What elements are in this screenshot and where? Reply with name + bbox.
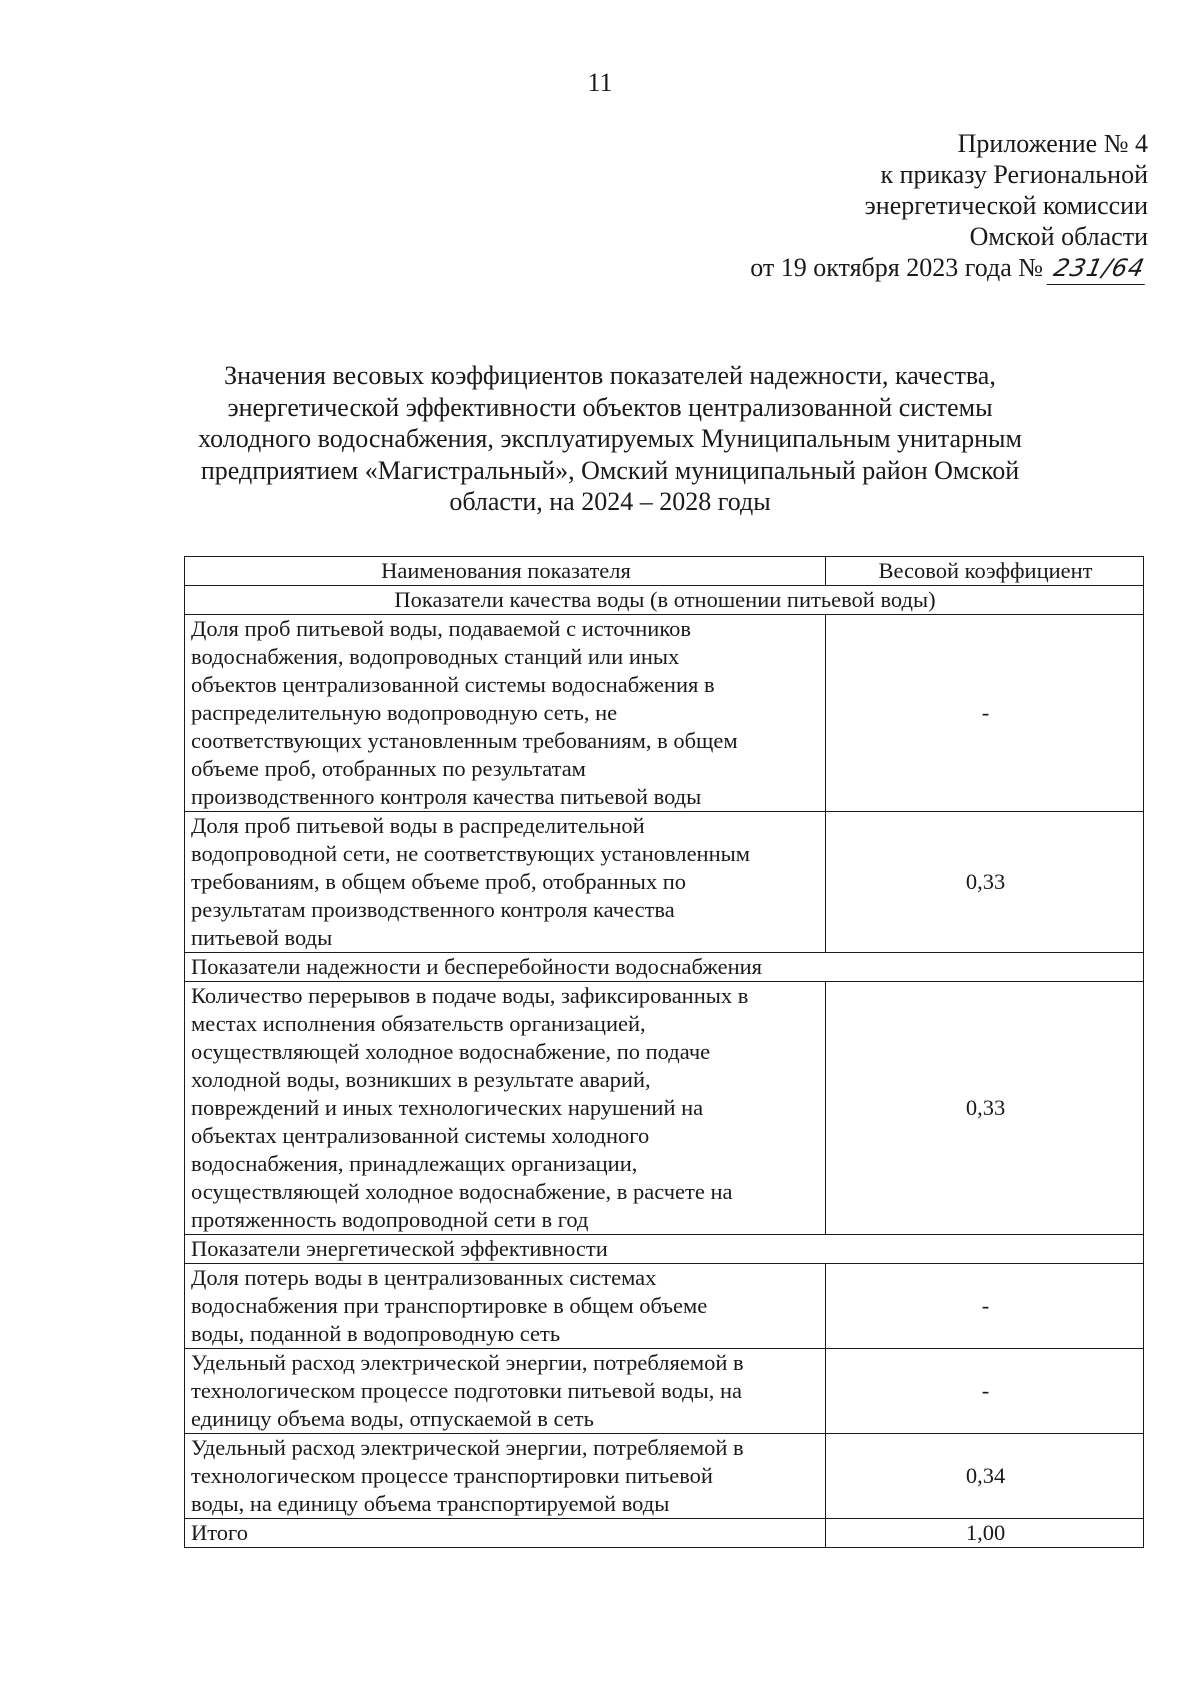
table-row <box>185 812 1144 953</box>
indicator-name-cell <box>185 812 826 953</box>
appendix-order-ref: к приказу Региональной <box>880 160 1148 189</box>
cell-line: требованиям, в общем объеме проб, отобранных по <box>191 869 687 894</box>
cell-line: объектов централизованной системы водоснабжения в <box>191 672 715 697</box>
appendix-region: Омской области <box>969 222 1148 251</box>
appendix-commission: энергетической комиссии <box>864 191 1148 220</box>
section-energy-efficiency: Показатели энергетической эффективности <box>185 1235 1144 1264</box>
header-indicator-name: Наименования показателя <box>185 557 826 586</box>
cell-line: Доля потерь воды в централизованных системах <box>191 1265 657 1290</box>
total-label: Итого <box>185 1519 826 1548</box>
cell-line: водоснабжения, водопроводных станций или иных <box>191 644 680 669</box>
total-row <box>185 1519 1144 1548</box>
table-row <box>185 1434 1144 1519</box>
weight-cell: 0,33 <box>826 982 1144 1235</box>
indicator-name-cell <box>185 982 826 1235</box>
cell-line: осуществляющей холодное водоснабжение, в расчете на <box>191 1179 733 1204</box>
weight-cell: - <box>826 1264 1144 1349</box>
appendix-date: от 19 октября 2023 года № <box>750 253 1044 282</box>
title-line: Значения весовых коэффициентов показателей надежности, качества, <box>224 361 996 390</box>
cell-line: Удельный расход электрической энергии, потребляемой в <box>191 1435 744 1460</box>
total-weight: 1,00 <box>826 1519 1144 1548</box>
title-line: предприятием «Магистральный», Омский муниципальный район Омской <box>200 455 1020 485</box>
appendix-number: Приложение № 4 <box>957 129 1148 158</box>
title-line: энергетической эффективности объектов централизованной системы <box>227 392 993 422</box>
table-row <box>185 1264 1144 1349</box>
weight-cell: 0,33 <box>826 812 1144 953</box>
indicator-name-cell <box>185 615 826 812</box>
cell-line: осуществляющей холодное водоснабжение, по подаче <box>191 1039 711 1064</box>
section-row <box>185 1235 1144 1264</box>
cell-line: местах исполнения обязательств организацией, <box>191 1011 646 1036</box>
cell-line: Доля проб питьевой воды, подаваемой с источников <box>191 616 691 641</box>
appendix-date-line <box>750 252 1148 285</box>
cell-line: Доля проб питьевой воды в распределительной <box>191 813 645 838</box>
cell-line: объеме проб, отобранных по результатам <box>191 756 586 781</box>
table-row <box>185 982 1144 1235</box>
section-row <box>185 586 1144 615</box>
page-number: 11 <box>587 68 613 97</box>
cell-line: результатам производственного контроля качества <box>191 897 675 922</box>
table-header-row <box>185 557 1144 586</box>
cell-line: протяженность водопроводной сети в год <box>191 1207 589 1232</box>
header-weight: Весовой коэффициент <box>826 557 1144 586</box>
indicator-name-cell <box>185 1434 826 1519</box>
weight-cell: - <box>826 1349 1144 1434</box>
weight-cell: - <box>826 615 1144 812</box>
cell-line: водоснабжения при транспортировке в общем объеме <box>191 1293 708 1318</box>
cell-line: водопроводной сети, не соответствующих установленным <box>191 841 750 866</box>
title-line: области, на 2024 – 2028 годы <box>449 487 771 516</box>
cell-line: соответствующих установленным требованиям, в общем <box>191 728 738 753</box>
cell-line: воды, на единицу объема транспортируемой воды <box>191 1491 670 1516</box>
section-row <box>185 953 1144 982</box>
cell-line: питьевой воды <box>191 925 333 950</box>
weights-table <box>184 556 1144 1548</box>
table-row <box>185 1349 1144 1434</box>
document-title <box>180 360 1040 518</box>
section-reliability: Показатели надежности и бесперебойности водоснабжения <box>185 953 1144 982</box>
cell-line: технологическом процессе транспортировки питьевой <box>191 1463 713 1488</box>
cell-line: Количество перерывов в подаче воды, зафиксированных в <box>191 983 749 1008</box>
indicator-name-cell <box>185 1264 826 1349</box>
title-line: холодного водоснабжения, эксплуатируемых Муниципальным унитарным <box>198 424 1022 453</box>
cell-line: Удельный расход электрической энергии, потребляемой в <box>191 1350 744 1375</box>
indicator-name-cell <box>185 1349 826 1434</box>
cell-line: распределительную водопроводную сеть, не <box>191 700 618 725</box>
cell-line: воды, поданной в водопроводную сеть <box>191 1321 561 1346</box>
table-row <box>185 615 1144 812</box>
appendix-header <box>750 128 1148 285</box>
cell-line: водоснабжения, принадлежащих организации, <box>191 1151 638 1176</box>
cell-line: единицу объема воды, отпускаемой в сеть <box>191 1406 594 1431</box>
cell-line: холодной воды, возникших в результате аварий, <box>191 1067 651 1092</box>
cell-line: технологическом процессе подготовки питьевой воды, на <box>191 1378 743 1403</box>
order-number-handwritten: 231/64 <box>1046 253 1151 285</box>
cell-line: повреждений и иных технологических нарушений на <box>191 1095 704 1120</box>
cell-line: производственного контроля качества питьевой воды <box>191 784 702 809</box>
weight-cell: 0,34 <box>826 1434 1144 1519</box>
section-water-quality: Показатели качества воды (в отношении питьевой воды) <box>185 586 1144 615</box>
cell-line: объектах централизованной системы холодного <box>191 1123 650 1148</box>
